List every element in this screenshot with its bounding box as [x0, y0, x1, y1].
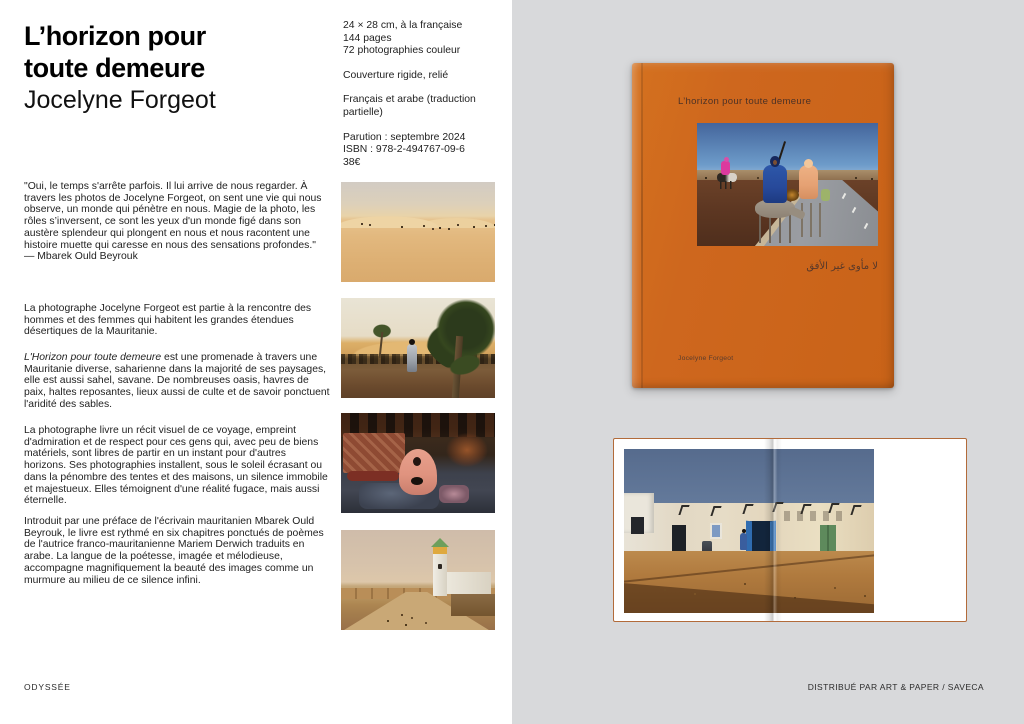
specs-group-release — [343, 132, 501, 170]
wall-graffiti — [784, 511, 844, 521]
dune-ridge — [341, 212, 495, 228]
specs-group-format — [343, 20, 501, 58]
dark-window — [631, 517, 644, 534]
cover-arabic-title: لا مأوى غير الأفق — [806, 261, 878, 272]
book-cover-mockup — [632, 63, 894, 388]
street-pebbles — [664, 589, 666, 591]
spec-languages: Français et arabe (traduction partielle) — [343, 94, 476, 118]
rider-peach-headscarf — [804, 159, 813, 168]
donkey-center-legs — [759, 215, 793, 243]
standing-person — [407, 344, 417, 372]
spec-pages: 144 pages — [343, 32, 392, 44]
cover-title: L’horizon pour toute demeure — [678, 96, 812, 107]
spec-binding: Couverture rigide, relié — [343, 69, 449, 81]
specs-group-languages — [343, 94, 501, 119]
page-title: L’horizon pour toute demeure — [24, 21, 206, 83]
specs-group-binding — [343, 70, 501, 83]
photo-tent-interior — [341, 413, 495, 513]
spec-isbn: ISBN : 978-2-494767-09-6 — [343, 144, 465, 156]
mud-brick-wall — [341, 588, 495, 599]
quote-text: "Oui, le temps s'arrête parfois. Il lui arrive de nous regarder. À travers les photos de Jocelyne Forgeot, on sent une vie qui nous observe, un monde qui pénètre en nous. Magie de la photo, les rôles s’inversent, ce sont les yeux d'un monde figé dans son austère splendeur qui plongent en nous et nous racontent une histoire muette qui caresse en nous des sensations profondes." — [24, 181, 322, 251]
green-bag — [821, 189, 830, 201]
pink-blanket — [439, 485, 469, 503]
minaret-yellow-band — [433, 547, 447, 554]
publisher-imprint: ODYSSÉE — [24, 682, 71, 692]
oasis-dune — [341, 338, 495, 356]
cover-author-name: Jocelyne Forgeot — [678, 355, 734, 362]
walking-figure-blue-robe — [740, 533, 747, 550]
book-spine-crease — [764, 439, 782, 621]
quote-block — [24, 181, 330, 263]
author-name: Jocelyne Forgeot — [24, 86, 216, 114]
spec-photos: 72 photographies couleur — [343, 45, 461, 57]
blue-grill-window — [710, 523, 722, 539]
photo-desert-dunes — [341, 182, 495, 282]
paragraph-intro: La photographe Jocelyne Forgeot est partie à la rencontre des hommes et des femmes qui habitent les grandes étendues désertiques de la Mauritanie. — [24, 303, 312, 338]
saddle-bag — [785, 189, 799, 201]
quote-attribution: — Mbarek Ould Beyrouk — [24, 251, 138, 263]
minaret-window — [438, 564, 442, 569]
oasis-fence-scrub — [341, 354, 495, 364]
palm-trunk-small — [379, 332, 384, 358]
book-specs — [343, 20, 501, 181]
book-title-italic: L'Horizon pour toute demeure — [24, 352, 162, 363]
dark-doorway — [672, 525, 686, 552]
spec-release-date: Parution : septembre 2024 — [343, 131, 466, 143]
paragraph-book-description-rest: est une promenade à travers une Mauritanie diverse, saharienne dans la majorité de ses paysages, elle est aussi sahel, savane. De nombreuses oasis, havres de paix, haltes reposantes, lieux aussi de culte et de savoir ponctuent l'aridité des sables. — [24, 352, 330, 410]
seated-woman-face — [413, 457, 421, 466]
photo-oasis-palms — [341, 298, 495, 398]
spec-format: 24 × 28 cm, à la française — [343, 20, 463, 31]
book-spread-mockup — [613, 438, 967, 622]
spec-price: 38€ — [343, 156, 361, 168]
distributor-credit: DISTRIBUÉ PAR ART & PAPER / SAVECA — [807, 682, 984, 692]
palm-trunk — [452, 336, 463, 398]
rider-blue-robe — [763, 165, 787, 203]
paragraph-preface: Introduit par une préface de l'écrivain mauritanien Mbarek Ould Beyrouk, le livre est rythmé en six chapitres ponctués de poèmes de l'autrice franco-mauritanienne Mariem Derwich traduits en arabe. La langue de la poétesse, imagée et mélodieuse, accompagne magnifiquement la beauté des images comme un murmure au milieu de ce silence infini. — [24, 516, 324, 586]
distant-camels-tents — [361, 223, 363, 225]
seated-woman-pink-robe — [399, 449, 437, 495]
spread-sky — [624, 449, 874, 505]
paragraph-visual-story: La photographe livre un récit visuel de ce voyage, empreint d'admiration et de respect pour ces gens qui, avec peu de biens matériels, sont libres de partir en un instant pour d'autres horizons. Ses photographies installent, sous le soleil écrasant ou dans la pénombre des tentes et des maisons, un silence immobile et majestueux. Elles témoignent d'une réalité fugace, mais aussi éternelle. — [24, 425, 328, 507]
donkey-right-legs — [801, 203, 827, 237]
lap-object — [411, 477, 423, 485]
right-wall — [451, 594, 495, 616]
warm-light-patch — [439, 427, 495, 473]
minaret-green-cap — [431, 538, 449, 547]
white-building — [445, 572, 491, 594]
donkey-background-legs — [720, 181, 734, 189]
rider-pink-robe — [721, 161, 730, 175]
cover-photo-riders — [697, 123, 878, 246]
minaret-tower — [433, 548, 447, 596]
rider-blue-face — [773, 160, 777, 165]
green-door — [820, 525, 836, 552]
red-bolster — [347, 471, 399, 481]
dry-trees — [341, 564, 379, 608]
title-block — [24, 20, 274, 115]
palm-tree-large — [423, 298, 495, 372]
spread-photo-village-street — [624, 449, 874, 613]
rider-pink-head — [724, 157, 729, 162]
palm-frond — [436, 343, 495, 388]
photo-village-minaret — [341, 530, 495, 630]
road-debris — [401, 614, 403, 616]
standing-person-head — [409, 339, 415, 345]
walking-figure-head — [742, 529, 746, 533]
palm-tree-small — [367, 320, 397, 342]
paragraph-book-description — [24, 352, 330, 411]
tent-canopy — [341, 413, 495, 437]
rider-peach-robe — [799, 165, 818, 199]
patterned-mattress — [343, 433, 405, 473]
blue-blanket — [359, 483, 439, 509]
dirt-road — [341, 592, 495, 630]
